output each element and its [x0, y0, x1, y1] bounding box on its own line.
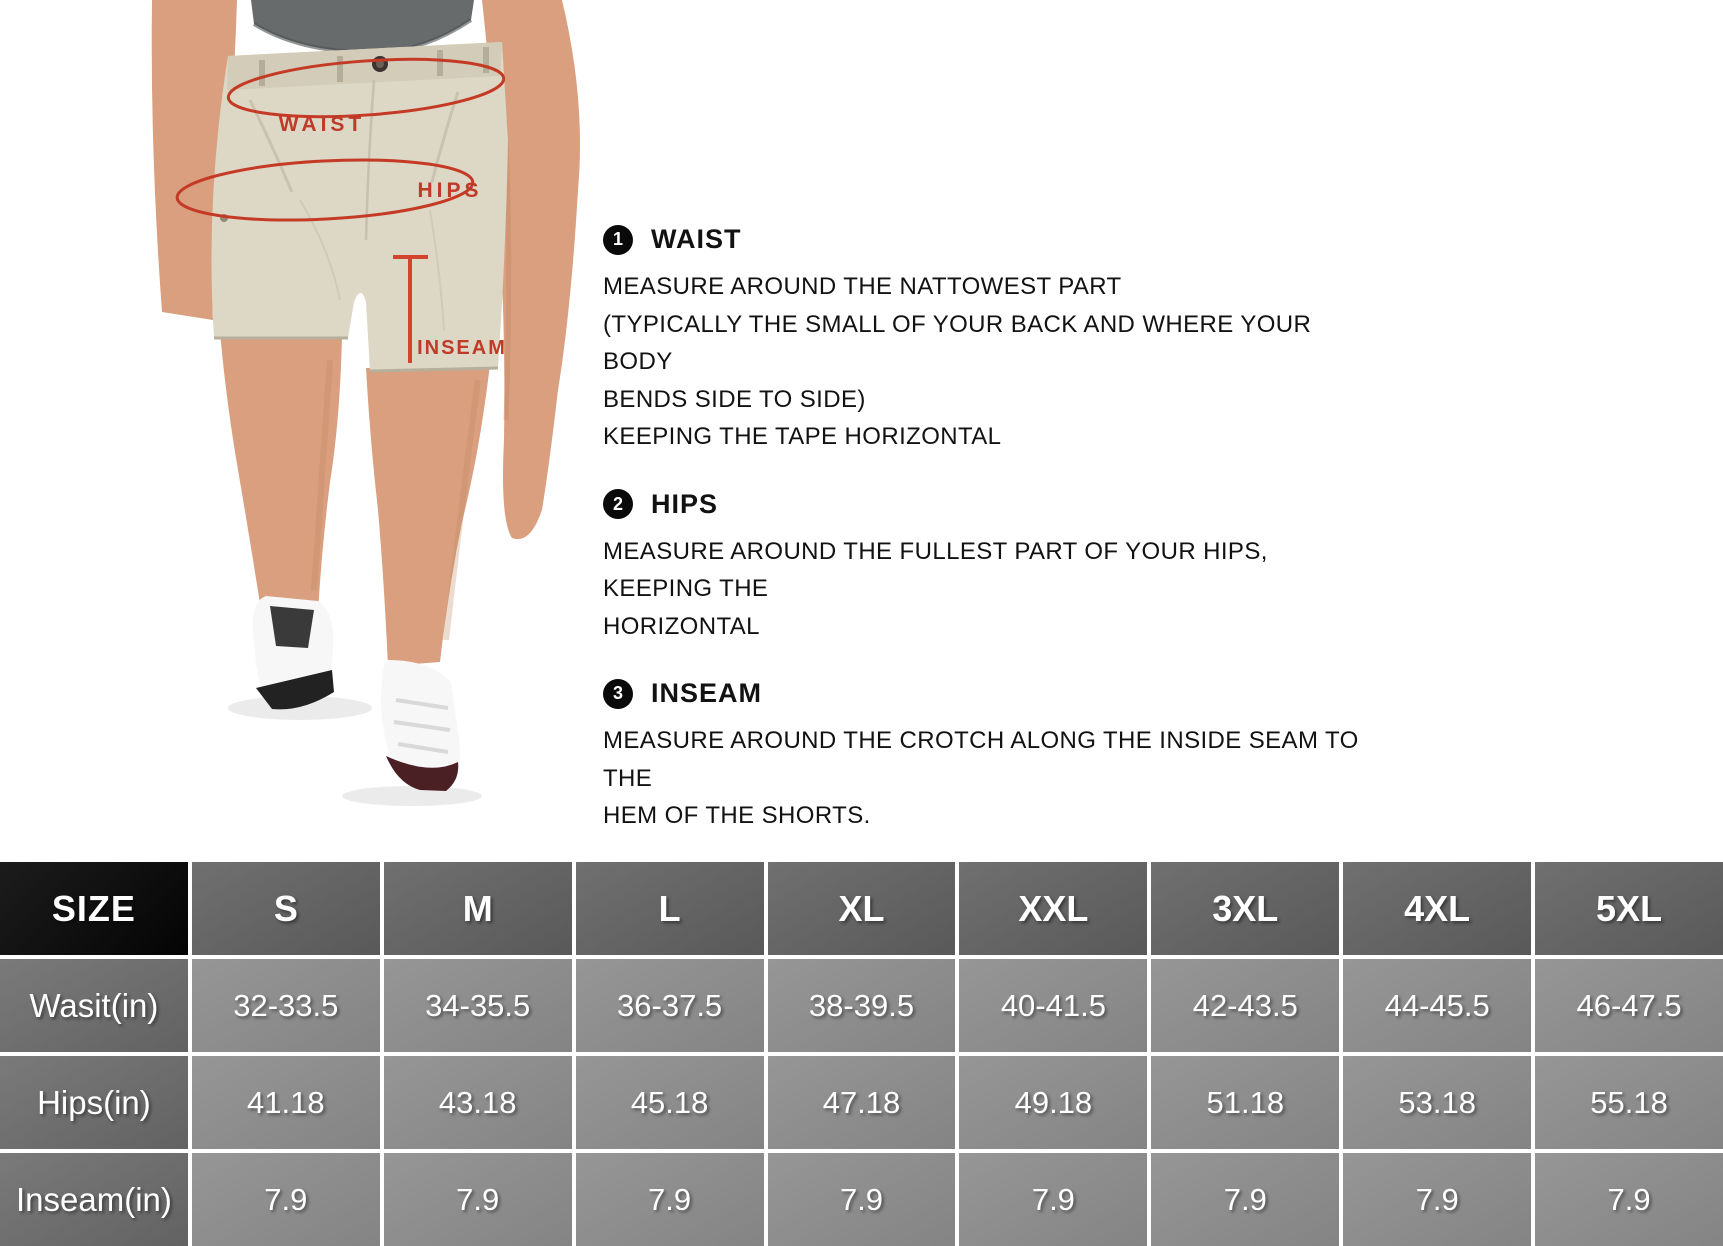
shoe-shadow: [342, 786, 482, 806]
size-header-5xl: 5XL: [1535, 862, 1723, 955]
size-header-l: L: [576, 862, 764, 955]
instruction-line: (TYPICALLY THE SMALL OF YOUR BACK AND WHERE YOUR BODY: [603, 310, 1312, 375]
inseam-annotation-label: INSEAM: [417, 337, 507, 359]
size-table-corner: SIZE: [0, 862, 188, 955]
instruction-line: BENDS SIDE TO SIDE): [603, 385, 866, 413]
inseam-value-xxl: 7.9: [959, 1153, 1147, 1246]
hips-value-4xl: 53.18: [1343, 1056, 1531, 1149]
section-title-hips: HIPS: [651, 488, 719, 519]
hips-value-m: 43.18: [384, 1056, 572, 1149]
section-title-waist: WAIST: [651, 224, 742, 254]
waist-value-xxl: 40-41.5: [959, 959, 1147, 1052]
hips-value-3xl: 51.18: [1151, 1056, 1339, 1149]
step-2-badge: 2: [603, 489, 633, 519]
size-header-xxl: XXL: [959, 862, 1147, 955]
row-label-inseam: Inseam(in): [0, 1153, 188, 1246]
size-header-3xl: 3XL: [1151, 862, 1339, 955]
size-table: [0, 862, 1723, 1246]
waist-value-s: 32-33.5: [192, 959, 380, 1052]
size-header-m: M: [384, 862, 572, 955]
measure-instructions: [603, 224, 1383, 868]
instruction-line: MEASURE AROUND THE FULLEST PART OF YOUR HIPS, KEEPING THE: [603, 537, 1268, 602]
instruction-line: HORIZONTAL: [603, 612, 760, 640]
instruction-section-hips: [603, 489, 1383, 646]
hips-annotation-label: HIPS: [417, 179, 483, 202]
waist-value-xl: 38-39.5: [768, 959, 956, 1052]
instruction-line: MEASURE AROUND THE NATTOWEST PART: [603, 273, 1122, 300]
instruction-section-waist: [603, 224, 1383, 456]
waist-value-3xl: 42-43.5: [1151, 959, 1339, 1052]
step-1-badge: 1: [603, 225, 633, 255]
inseam-value-s: 7.9: [192, 1153, 380, 1246]
instruction-line: KEEPING THE TAPE HORIZONTAL: [603, 423, 1002, 450]
size-header-s: S: [192, 862, 380, 955]
inseam-value-m: 7.9: [384, 1153, 572, 1246]
shorts: [211, 42, 508, 371]
waist-value-5xl: 46-47.5: [1535, 959, 1723, 1052]
hips-value-5xl: 55.18: [1535, 1056, 1723, 1149]
inseam-value-5xl: 7.9: [1535, 1153, 1723, 1246]
hips-value-xxl: 49.18: [959, 1056, 1147, 1149]
row-label-waist: Wasit(in): [0, 959, 188, 1052]
inseam-value-xl: 7.9: [768, 1153, 956, 1246]
instruction-line: HEM OF THE SHORTS.: [603, 802, 871, 829]
hips-value-l: 45.18: [576, 1056, 764, 1149]
model-photo: [130, 0, 600, 812]
right-shoe-laces: [270, 606, 314, 648]
waist-value-4xl: 44-45.5: [1343, 959, 1531, 1052]
shirt: [251, 0, 474, 52]
waist-value-m: 34-35.5: [384, 959, 572, 1052]
hips-value-s: 41.18: [192, 1056, 380, 1149]
size-header-4xl: 4XL: [1343, 862, 1531, 955]
hips-value-xl: 47.18: [768, 1056, 956, 1149]
size-header-xl: XL: [768, 862, 956, 955]
inseam-value-4xl: 7.9: [1343, 1153, 1531, 1246]
inseam-value-l: 7.9: [576, 1153, 764, 1246]
waist-value-l: 36-37.5: [576, 959, 764, 1052]
step-3-badge: 3: [603, 679, 633, 709]
row-label-hips: Hips(in): [0, 1056, 188, 1149]
waist-annotation-label: WAIST: [278, 113, 366, 136]
instruction-section-inseam: [603, 678, 1383, 835]
section-title-inseam: INSEAM: [651, 678, 763, 708]
inseam-value-3xl: 7.9: [1151, 1153, 1339, 1246]
instruction-line: MEASURE AROUND THE CROTCH ALONG THE INSIDE SEAM TO THE: [603, 727, 1359, 792]
